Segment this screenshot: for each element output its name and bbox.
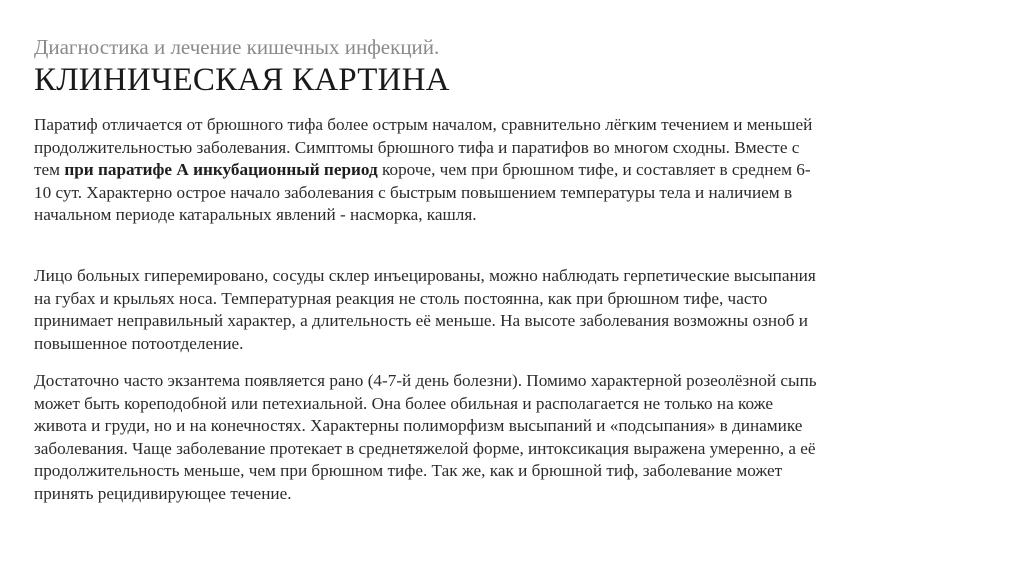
slide-title: КЛИНИЧЕСКАЯ КАРТИНА: [34, 62, 450, 98]
line-suffix: короче, чем при брюшном тифе, и составляет в среднем 6-: [377, 160, 811, 180]
bold-incubation-period: при паратифе А инкубационный период: [64, 160, 378, 180]
paragraph-line: принимает неправильный характер, а длительность её меньше. На высоте заболевания возможны озноб и: [34, 311, 808, 331]
paragraph-line: продолжительность меньше, чем при брюшном тифе. Так же, как и брюшной тиф, заболевание может: [34, 461, 783, 481]
paragraph-face-symptoms: [34, 265, 1009, 355]
paragraph-exanthema: [34, 370, 1009, 506]
paragraph-line: живота и груди, но и на конечностях. Характерны полиморфизм высыпаний и «подсыпания» в динамике: [34, 416, 803, 436]
slide-subtitle: Диагностика и лечение кишечных инфекций.: [34, 35, 440, 59]
paragraph-line: [34, 159, 1009, 182]
paragraph-line: Лицо больных гиперемировано, сосуды склер инъецированы, можно наблюдать герпетические высыпания: [34, 266, 816, 285]
paragraph-line: может быть кореподобной или петехиальной. Она более обильная и располагается не только на коже: [34, 393, 773, 413]
paragraph-line: продолжительностью заболевания. Симптомы брюшного тифа и паратифов во многом сходны. Вместе с: [34, 137, 800, 157]
line-prefix: тем: [34, 160, 65, 180]
paragraph-line: заболевания. Чаще заболевание протекает в среднетяжелой форме, интоксикация выражена умеренно, а её: [34, 438, 816, 458]
paragraph-line: повышенное потоотделение.: [34, 333, 244, 353]
paragraph-line: 10 сут. Характерно острое начало заболевания с быстрым повышением температуры тела и наличием в: [34, 182, 793, 202]
paragraph-line: начальном периоде катаральных явлений - насморка, кашля.: [34, 205, 477, 225]
paragraph-line: на губах и крыльях носа. Температурная реакция не столь постоянна, как при брюшном тифе, часто: [34, 288, 768, 308]
paragraph-line: принять рецидивирующее течение.: [34, 483, 292, 503]
paragraph-line: Паратиф отличается от брюшного тифа более острым началом, сравнительно лёгким течением и меньшей: [34, 115, 813, 134]
paragraph-line: Достаточно часто экзантема появляется рано (4-7-й день болезни). Помимо характерной розеолёзной сыпь: [34, 371, 817, 390]
paragraph-paratyphoid-onset: [34, 114, 1009, 227]
